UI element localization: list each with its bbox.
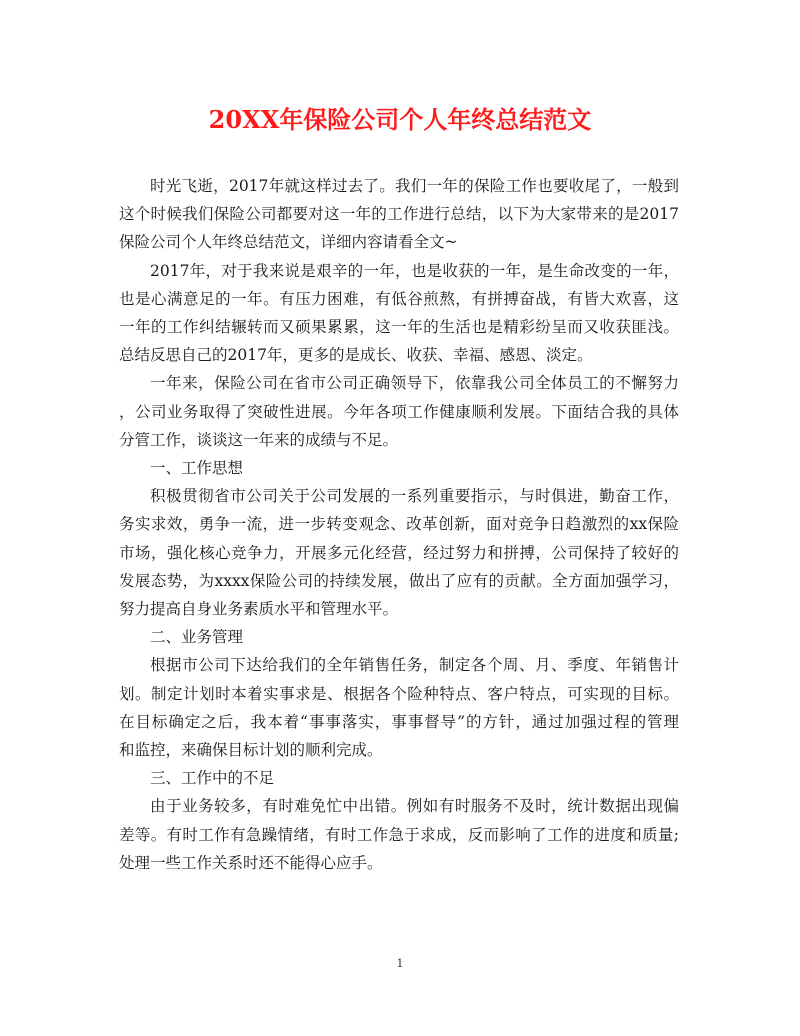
text-line: 保险公司个人年终总结范文，详细内容请看全文~ (119, 233, 458, 252)
page-number: 1 (396, 957, 404, 970)
text-line: 根据市公司下达给我们的全年销售任务，制定各个周、月、季度、年销售计 (150, 656, 679, 675)
text-line: 这个时候我们保险公司都要对这一年的工作进行总结，以下为大家带来的是2017 (119, 205, 679, 224)
document-title: 20XX年保险公司个人年终总结范文 (208, 105, 592, 134)
paragraph (119, 482, 679, 623)
text-line: 总结反思自己的2017年，更多的是成长、收获、幸福、感恩、淡定。 (119, 346, 593, 365)
text-line: 也是心满意足的一年。有压力困难，有低谷煎熬，有拼搏奋战，有皆大欢喜，这 (119, 289, 679, 308)
paragraph (119, 369, 679, 454)
text-line: 发展态势，为xxxx保险公司的持续发展，做出了应有的贡献。全方面加强学习， (119, 571, 679, 590)
section-heading (119, 623, 679, 651)
text-line: 分管工作，谈谈这一年来的成绩与不足。 (119, 430, 399, 449)
paragraph (119, 172, 679, 257)
text-line: 务实求效，勇争一流，进一步转变观念、改革创新，面对竞争日趋激烈的xx保险 (119, 515, 679, 534)
text-line: 由于业务较多，有时难免忙中出错。例如有时服务不及时，统计数据出现偏 (150, 797, 679, 816)
text-line: 在目标确定之后，我本着“事事落实，事事督导”的方针，通过加强过程的管理 (119, 712, 679, 731)
text-line: ，公司业务取得了突破性进展。今年各项工作健康顺利发展。下面结合我的具体 (119, 402, 679, 421)
text-line: 时光飞逝，2017年就这样过去了。我们一年的保险工作也要收尾了，一般到 (150, 177, 679, 195)
text-line: 2017年，对于我来说是艰辛的一年，也是收获的一年，是生命改变的一年， (150, 261, 679, 280)
text-line: 划。制定计划时本着实事求是、根据各个险种特点、客户特点，可实现的目标。 (119, 684, 679, 703)
text-line: 三、工作中的不足 (150, 769, 275, 788)
section-heading (119, 764, 679, 792)
text-line: 努力提高自身业务素质水平和管理水平。 (119, 600, 399, 619)
text-line: 和监控，来确保目标计划的顺利完成。 (119, 741, 383, 760)
document-body (119, 172, 679, 877)
section-heading (119, 454, 679, 482)
text-line: 一年来，保险公司在省市公司正确领导下，依靠我公司全体员工的不懈努力 (150, 374, 679, 393)
paragraph (119, 651, 679, 764)
text-line: 一、工作思想 (150, 459, 244, 478)
text-line: 差等。有时工作有急躁情绪，有时工作急于求成，反而影响了工作的进度和质量; (119, 825, 679, 844)
text-line: 一年的工作纠结辗转而又硕果累累，这一年的生活也是精彩纷呈而又收获匪浅。 (119, 318, 679, 337)
text-line: 积极贯彻省市公司关于公司发展的一系列重要指示，与时俱进，勤奋工作， (150, 487, 679, 506)
paragraph (119, 257, 679, 370)
text-line: 市场，强化核心竞争力，开展多元化经营，经过努力和拼搏，公司保持了较好的 (119, 543, 679, 562)
text-line: 二、业务管理 (150, 628, 244, 647)
paragraph (119, 792, 679, 877)
text-line: 处理一些工作关系时还不能得心应手。 (119, 853, 383, 872)
